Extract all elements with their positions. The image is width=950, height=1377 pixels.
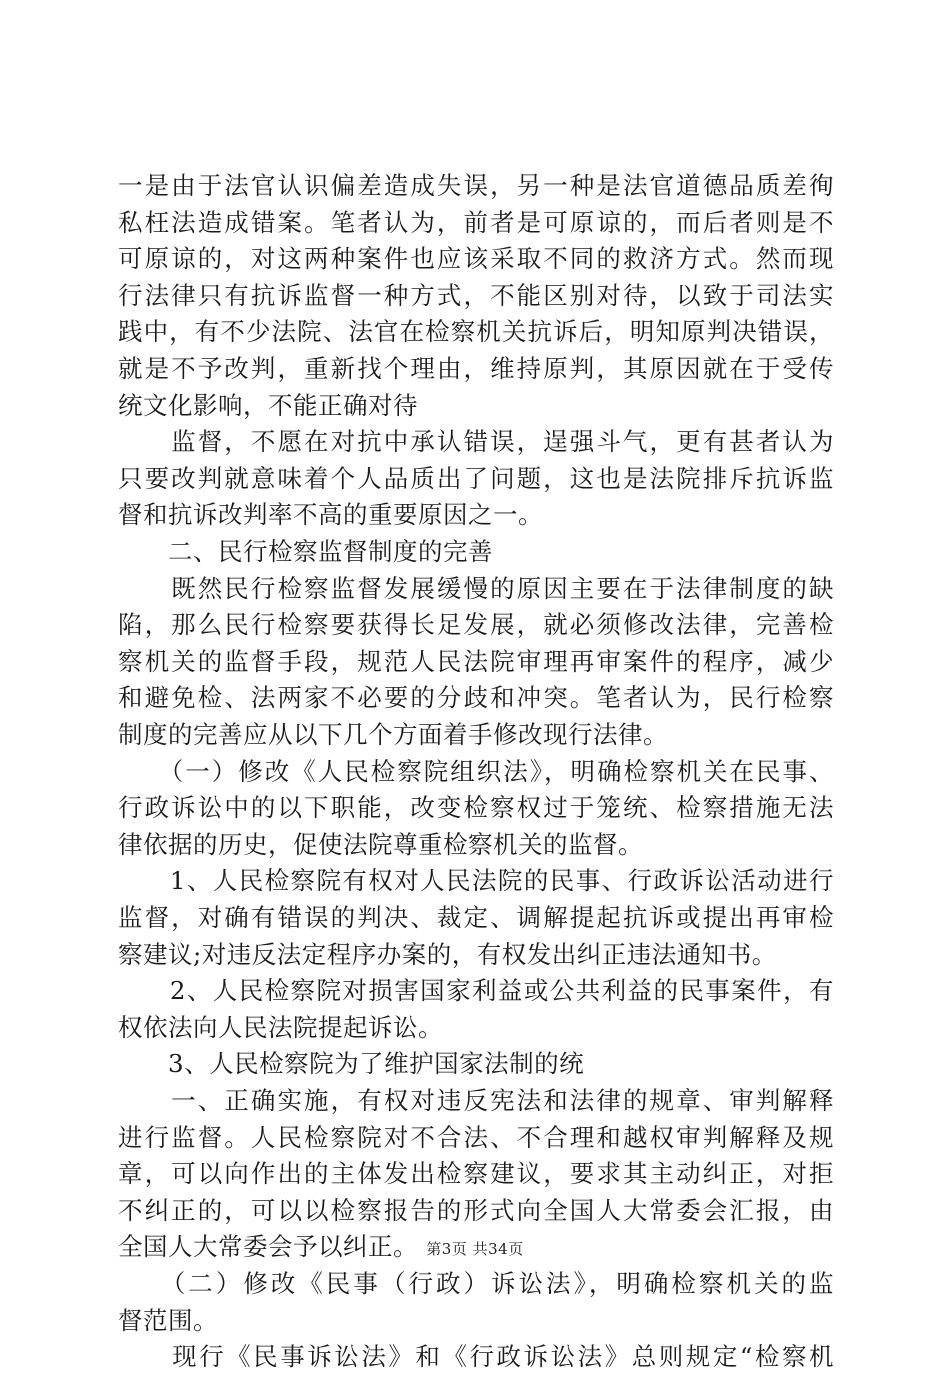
text-line: 律依据的历史，促使法院尊重检察机关的监督。 [118, 830, 643, 859]
text-line: 现行《民事诉讼法》和《行政诉讼法》总则规定“检察机 [118, 1342, 834, 1371]
text-line: 只要改判就意味着个人品质出了问题，这也是法院排斥抗诉监 [118, 464, 834, 493]
text-line: 察建议;对违反法定程序办案的，有权发出纠正违法通知书。 [118, 940, 777, 969]
text-line: 监督，对确有错误的判决、裁定、调解提起抗诉或提出再审检 [118, 903, 834, 932]
text-line: 督范围。 [118, 1306, 218, 1335]
text-line: （二）修改《民事（行政）诉讼法》，明确检察机关的监 [118, 1269, 834, 1298]
text-line: 和避免检、法两家不必要的分歧和冲突。笔者认为，民行检察 [118, 683, 834, 712]
text-line: 可原谅的，对这两种案件也应该采取不同的救济方式。然而现 [118, 244, 834, 273]
page-footer: 第3页 共34页 [426, 1240, 524, 1258]
text-line: 1、人民检察院有权对人民法院的民事、行政诉讼活动进行 [118, 866, 834, 895]
text-line: 2、人民检察院对损害国家利益或公共利益的民事案件，有 [118, 976, 834, 1005]
text-line: 一、正确实施，有权对违反宪法和法律的规章、审判解释 [118, 1086, 834, 1115]
text-line: 察机关的监督手段，规范人民法院审理再审案件的程序，减少 [118, 647, 834, 676]
text-line: 进行监督。人民检察院对不合法、不合理和越权审判解释及规 [118, 1123, 834, 1152]
text-line: 行法律只有抗诉监督一种方式，不能区别对待，以致于司法实 [118, 281, 834, 310]
text-line: 行政诉讼中的以下职能，改变检察权过于笼统、检察措施无法 [118, 793, 834, 822]
text-line: 就是不予改判，重新找个理由，维持原判，其原因就在于受传 [118, 354, 834, 383]
text-line: 践中，有不少法院、法官在检察机关抗诉后，明知原判决错误， [118, 317, 834, 346]
text-line: 统文化影响，不能正确对待 [118, 391, 418, 420]
text-line: 一是由于法官认识偏差造成失误，另一种是法官道德品质差徇 [118, 171, 834, 200]
text-line: 陷，那么民行检察要获得长足发展，就必须修改法律，完善检 [118, 610, 834, 639]
text-line: 3、人民检察院为了维护国家法制的统 [118, 1049, 585, 1078]
text-line: 全国人大常委会予以纠正。 [118, 1232, 418, 1261]
text-line: （一）修改《人民检察院组织法》，明确检察机关在民事、 [118, 757, 834, 786]
text-line: 既然民行检察监督发展缓慢的原因主要在于法律制度的缺 [118, 574, 834, 603]
text-line: 二、民行检察监督制度的完善 [118, 537, 493, 566]
text-line: 私枉法造成错案。笔者认为，前者是可原谅的，而后者则是不 [118, 208, 834, 237]
text-line: 章，可以向作出的主体发出检察建议，要求其主动纠正，对拒 [118, 1159, 834, 1188]
text-line: 制度的完善应从以下几个方面着手修改现行法律。 [118, 720, 668, 749]
text-line: 不纠正的，可以以检察报告的形式向全国人大常委会汇报，由 [118, 1196, 834, 1225]
text-line: 监督，不愿在对抗中承认错误，逞强斗气，更有甚者认为 [118, 427, 834, 456]
text-line: 督和抗诉改判率不高的重要原因之一。 [118, 500, 543, 529]
text-line: 权依法向人民法院提起诉讼。 [118, 1013, 443, 1042]
